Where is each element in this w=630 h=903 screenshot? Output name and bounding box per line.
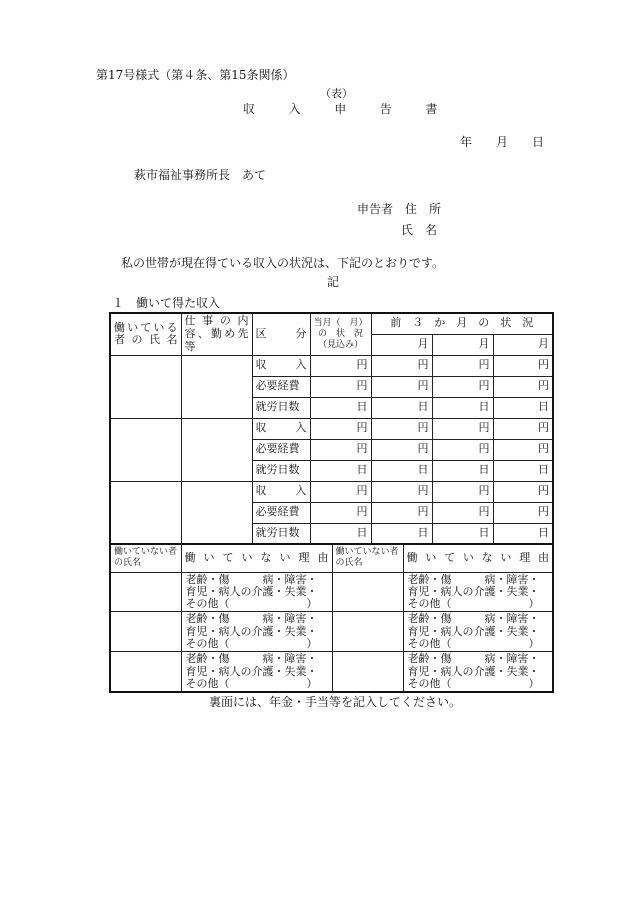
header-nonworker-name: 働いていない者の氏名 (110, 544, 181, 572)
days-cell[interactable]: 日 (310, 397, 371, 418)
amount-cell[interactable]: 円 (432, 481, 493, 502)
reason-line-1: 老齢・傷 病・障害・ (185, 612, 318, 626)
amount-cell[interactable]: 円 (310, 502, 371, 523)
header-category: 区 分 (252, 313, 310, 355)
nonworker-name-cell[interactable] (110, 652, 181, 692)
amount-cell[interactable]: 円 (310, 481, 371, 502)
amount-cell[interactable]: 円 (493, 376, 553, 397)
amount-cell[interactable]: 円 (310, 355, 371, 376)
reason-line-3: その他（ ） (185, 597, 318, 611)
recipient: 萩市福祉事務所長 あて (134, 168, 267, 182)
nonworker-name-cell[interactable] (110, 572, 181, 612)
reason-cell[interactable] (403, 572, 553, 612)
reason-line-3: その他（ ） (407, 677, 540, 690)
nonworker-name-cell[interactable] (332, 612, 403, 652)
header-current-month-line3: （見込み） (317, 339, 363, 350)
row-label-workdays: 就労日数 (252, 523, 310, 544)
amount-cell[interactable]: 円 (371, 502, 432, 523)
days-cell[interactable]: 日 (493, 460, 553, 481)
header-worker-name: 働いている者の氏名 (110, 313, 181, 355)
job-cell[interactable] (181, 481, 252, 544)
reason-line-1: 老齢・傷 病・障害・ (185, 652, 318, 666)
month-cell[interactable]: 月 (432, 334, 493, 355)
amount-cell[interactable]: 円 (493, 439, 553, 460)
reason-cell[interactable] (403, 612, 553, 652)
nonworker-name-cell[interactable] (110, 612, 181, 652)
footer-note: 裏面には、年金・手当等を記入してください。 (209, 695, 462, 709)
amount-cell[interactable]: 円 (493, 355, 553, 376)
amount-cell[interactable]: 円 (371, 355, 432, 376)
applicant-address-label: 申告者 住 所 (357, 202, 442, 216)
reason-cell[interactable] (403, 652, 553, 692)
days-cell[interactable]: 日 (371, 460, 432, 481)
row-label-income: 収 入 (252, 418, 310, 439)
reason-line-1: 老齢・傷 病・障害・ (407, 612, 540, 626)
page-title: 収 入 申 告 書 (243, 102, 449, 116)
reason-line-2: 育児・病人の介護・失業・ (185, 624, 318, 638)
reason-cell[interactable] (181, 652, 332, 692)
reason-line-2: 育児・病人の介護・失業・ (407, 584, 540, 598)
side-label: （表） (320, 87, 353, 100)
job-cell[interactable] (181, 355, 252, 418)
amount-cell[interactable]: 円 (432, 502, 493, 523)
worker-name-cell[interactable] (110, 418, 181, 481)
amount-cell[interactable]: 円 (371, 376, 432, 397)
header-job: 仕事の内容、勤め先等 (181, 313, 252, 355)
month-cell[interactable]: 月 (371, 334, 432, 355)
days-cell[interactable]: 日 (371, 397, 432, 418)
reason-line-2: 育児・病人の介護・失業・ (185, 584, 318, 598)
header-prev-3-months: 前 ３ か 月 の 状 況 (371, 313, 553, 334)
date-line: 年 月 日 (460, 135, 545, 149)
worker-name-cell[interactable] (110, 355, 181, 418)
amount-cell[interactable]: 円 (371, 439, 432, 460)
row-label-expenses: 必要経費 (252, 502, 310, 523)
reason-cell[interactable] (181, 572, 332, 612)
nonworker-name-cell[interactable] (332, 572, 403, 612)
days-cell[interactable]: 日 (310, 523, 371, 544)
header-reason: 働 い て い な い 理 由 (181, 544, 332, 572)
amount-cell[interactable]: 円 (310, 418, 371, 439)
days-cell[interactable]: 日 (432, 460, 493, 481)
amount-cell[interactable]: 円 (432, 376, 493, 397)
amount-cell[interactable]: 円 (310, 376, 371, 397)
applicant-name-label: 氏 名 (401, 223, 438, 237)
days-cell[interactable]: 日 (493, 523, 553, 544)
amount-cell[interactable]: 円 (432, 355, 493, 376)
days-cell[interactable]: 日 (310, 460, 371, 481)
section-heading: １ 働いて得た収入 (112, 296, 221, 310)
header-current-month (310, 313, 371, 355)
reason-line-3: その他（ ） (407, 597, 540, 611)
header-reason: 働 い て い な い 理 由 (403, 544, 553, 572)
amount-cell[interactable]: 円 (310, 439, 371, 460)
reason-line-2: 育児・病人の介護・失業・ (185, 664, 318, 678)
amount-cell[interactable]: 円 (493, 502, 553, 523)
month-cell[interactable]: 月 (493, 334, 553, 355)
reason-line-1: 老齢・傷 病・障害・ (407, 652, 540, 666)
row-label-expenses: 必要経費 (252, 439, 310, 460)
amount-cell[interactable]: 円 (371, 418, 432, 439)
header-current-month-line1: 当月（ 月） (313, 318, 368, 329)
reason-line-3: その他（ ） (407, 637, 540, 651)
reason-cell[interactable] (181, 612, 332, 652)
row-label-income: 収 入 (252, 355, 310, 376)
reason-line-1: 老齢・傷 病・障害・ (407, 572, 540, 586)
row-label-workdays: 就労日数 (252, 460, 310, 481)
reason-line-2: 育児・病人の介護・失業・ (407, 664, 540, 678)
amount-cell[interactable]: 円 (432, 439, 493, 460)
amount-cell[interactable]: 円 (493, 418, 553, 439)
reason-line-3: その他（ ） (185, 637, 318, 651)
days-cell[interactable]: 日 (432, 523, 493, 544)
job-cell[interactable] (181, 418, 252, 481)
reason-line-2: 育児・病人の介護・失業・ (407, 624, 540, 638)
reason-line-3: その他（ ） (185, 677, 318, 690)
worker-name-cell[interactable] (110, 481, 181, 544)
working-income-table (109, 312, 554, 545)
days-cell[interactable]: 日 (432, 397, 493, 418)
days-cell[interactable]: 日 (493, 397, 553, 418)
row-label-expenses: 必要経費 (252, 376, 310, 397)
row-label-workdays: 就労日数 (252, 397, 310, 418)
days-cell[interactable]: 日 (371, 523, 432, 544)
row-label-income: 収 入 (252, 481, 310, 502)
non-working-table (109, 543, 554, 693)
ki-label: 記 (327, 275, 340, 289)
form-number: 第17号様式（第４条、第15条関係） (96, 68, 295, 82)
reason-line-1: 老齢・傷 病・障害・ (185, 572, 318, 586)
header-current-month-line2: の 状 況 (317, 328, 363, 339)
amount-cell[interactable]: 円 (432, 418, 493, 439)
amount-cell[interactable]: 円 (493, 481, 553, 502)
statement: 私の世帯が現在得ている収入の状況は、下記のとおりです。 (121, 256, 445, 270)
nonworker-name-cell[interactable] (332, 652, 403, 692)
header-nonworker-name: 働いていない者の氏名 (332, 544, 403, 572)
amount-cell[interactable]: 円 (371, 481, 432, 502)
